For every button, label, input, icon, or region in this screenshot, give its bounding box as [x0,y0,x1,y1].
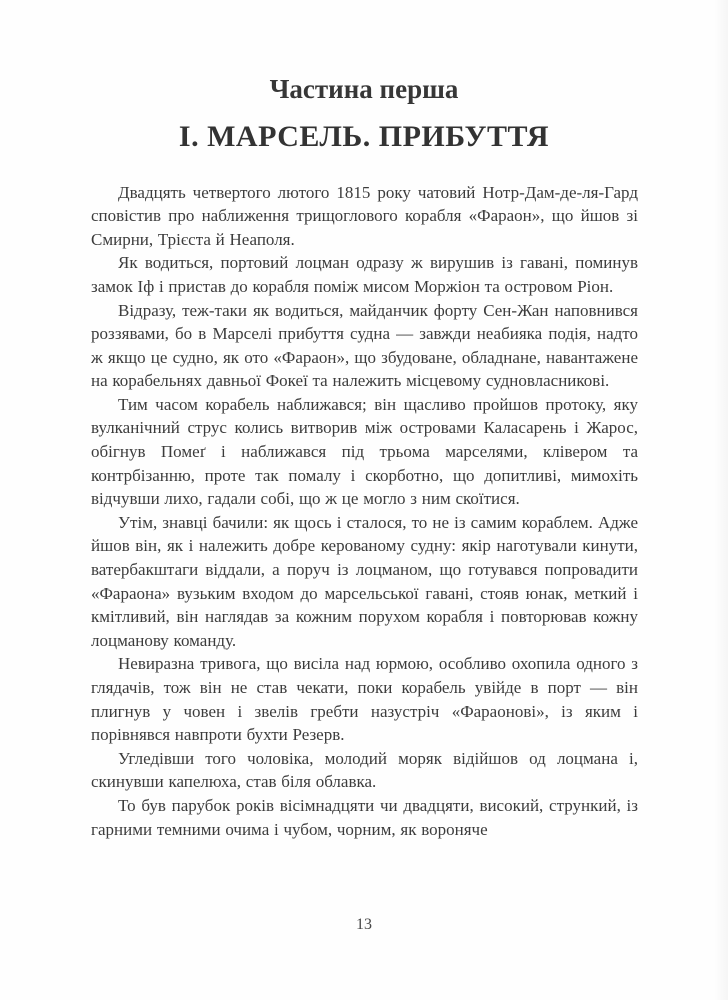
chapter-title: І. МАРСЕЛЬ. ПРИБУТТЯ [178,120,550,154]
page-footer [0,916,728,934]
paragraph-2: Як водиться, портовий лоцман одразу ж вирушив із гавані, поминув замок Іф і пристав до корабля поміж мисом Моржіон та островом Ріон. [91,253,638,296]
paragraph-3: Відразу, теж-таки як водиться, майданчик форту Сен-Жан наповнився роззявами, бо в Марселі прибуття судна — завжди неабияка подія, надто ж якщо це судно, як ото «Фараон», що збудоване, обладнане, навантажене на корабельнях давньої Фокеї та належить місцевому судновласникові. [91,300,638,391]
part-title: Частина перша [269,74,459,104]
body-text [91,181,638,842]
paragraph-5: Утім, знавці бачили: як щось і сталося, то не із самим кораблем. Адже йшов він, як і належить добре керованому судну: якір наготували кинути, ватербакштаги віддали, а поруч із лоцманом, що готувався попровадити «Фараона» вузьким входом до марсельської гавані, стояв юнак, меткий і кмітливий, він наглядав за кожним порухом корабля і повторював кожну лоцманову команду. [91,512,638,650]
paragraph-7: Угледівши того чоловіка, молодий моряк відійшов од лоцмана і, скинувши капелюха, став біля облавка. [91,748,638,792]
paragraph-6: Невиразна тривога, що висіла над юрмою, особливо охопила одного з глядачів, тож він не став чекати, поки корабель увійде в порт — він плигнув у човен і звелів гребти назустріч «Фараонові», із яким і порівнявся навпроти бухти Резерв. [91,654,638,745]
page-number: 13 [356,916,372,933]
paragraph-8: То був парубок років вісімнадцяти чи двадцяти, високий, стрункий, із гарними темними очима і чубом, чорним, як вороняче [91,795,638,839]
chapter-header [0,0,728,155]
paragraph-1: Двадцять четвертого лютого 1815 року чатовий Нотр-Дам-де-ля-Гард сповістив про наближення трищоглового корабля «Фараон», що йшов зі Смирни, Трієста й Неаполя. [91,182,638,249]
paragraph-4: Тим часом корабель наближався; він щасливо пройшов протоку, яку вулканічний струс колись витворив між островами Каласарень і Жарос, обігнув Помеґ і наближався під трьома марселями, клівером та контрбізанню, проте так помалу і скорботно, що допитливі, мимохіть відчувши лихо, гадали собі, що ж це могло з ним скоїтися. [91,394,638,509]
